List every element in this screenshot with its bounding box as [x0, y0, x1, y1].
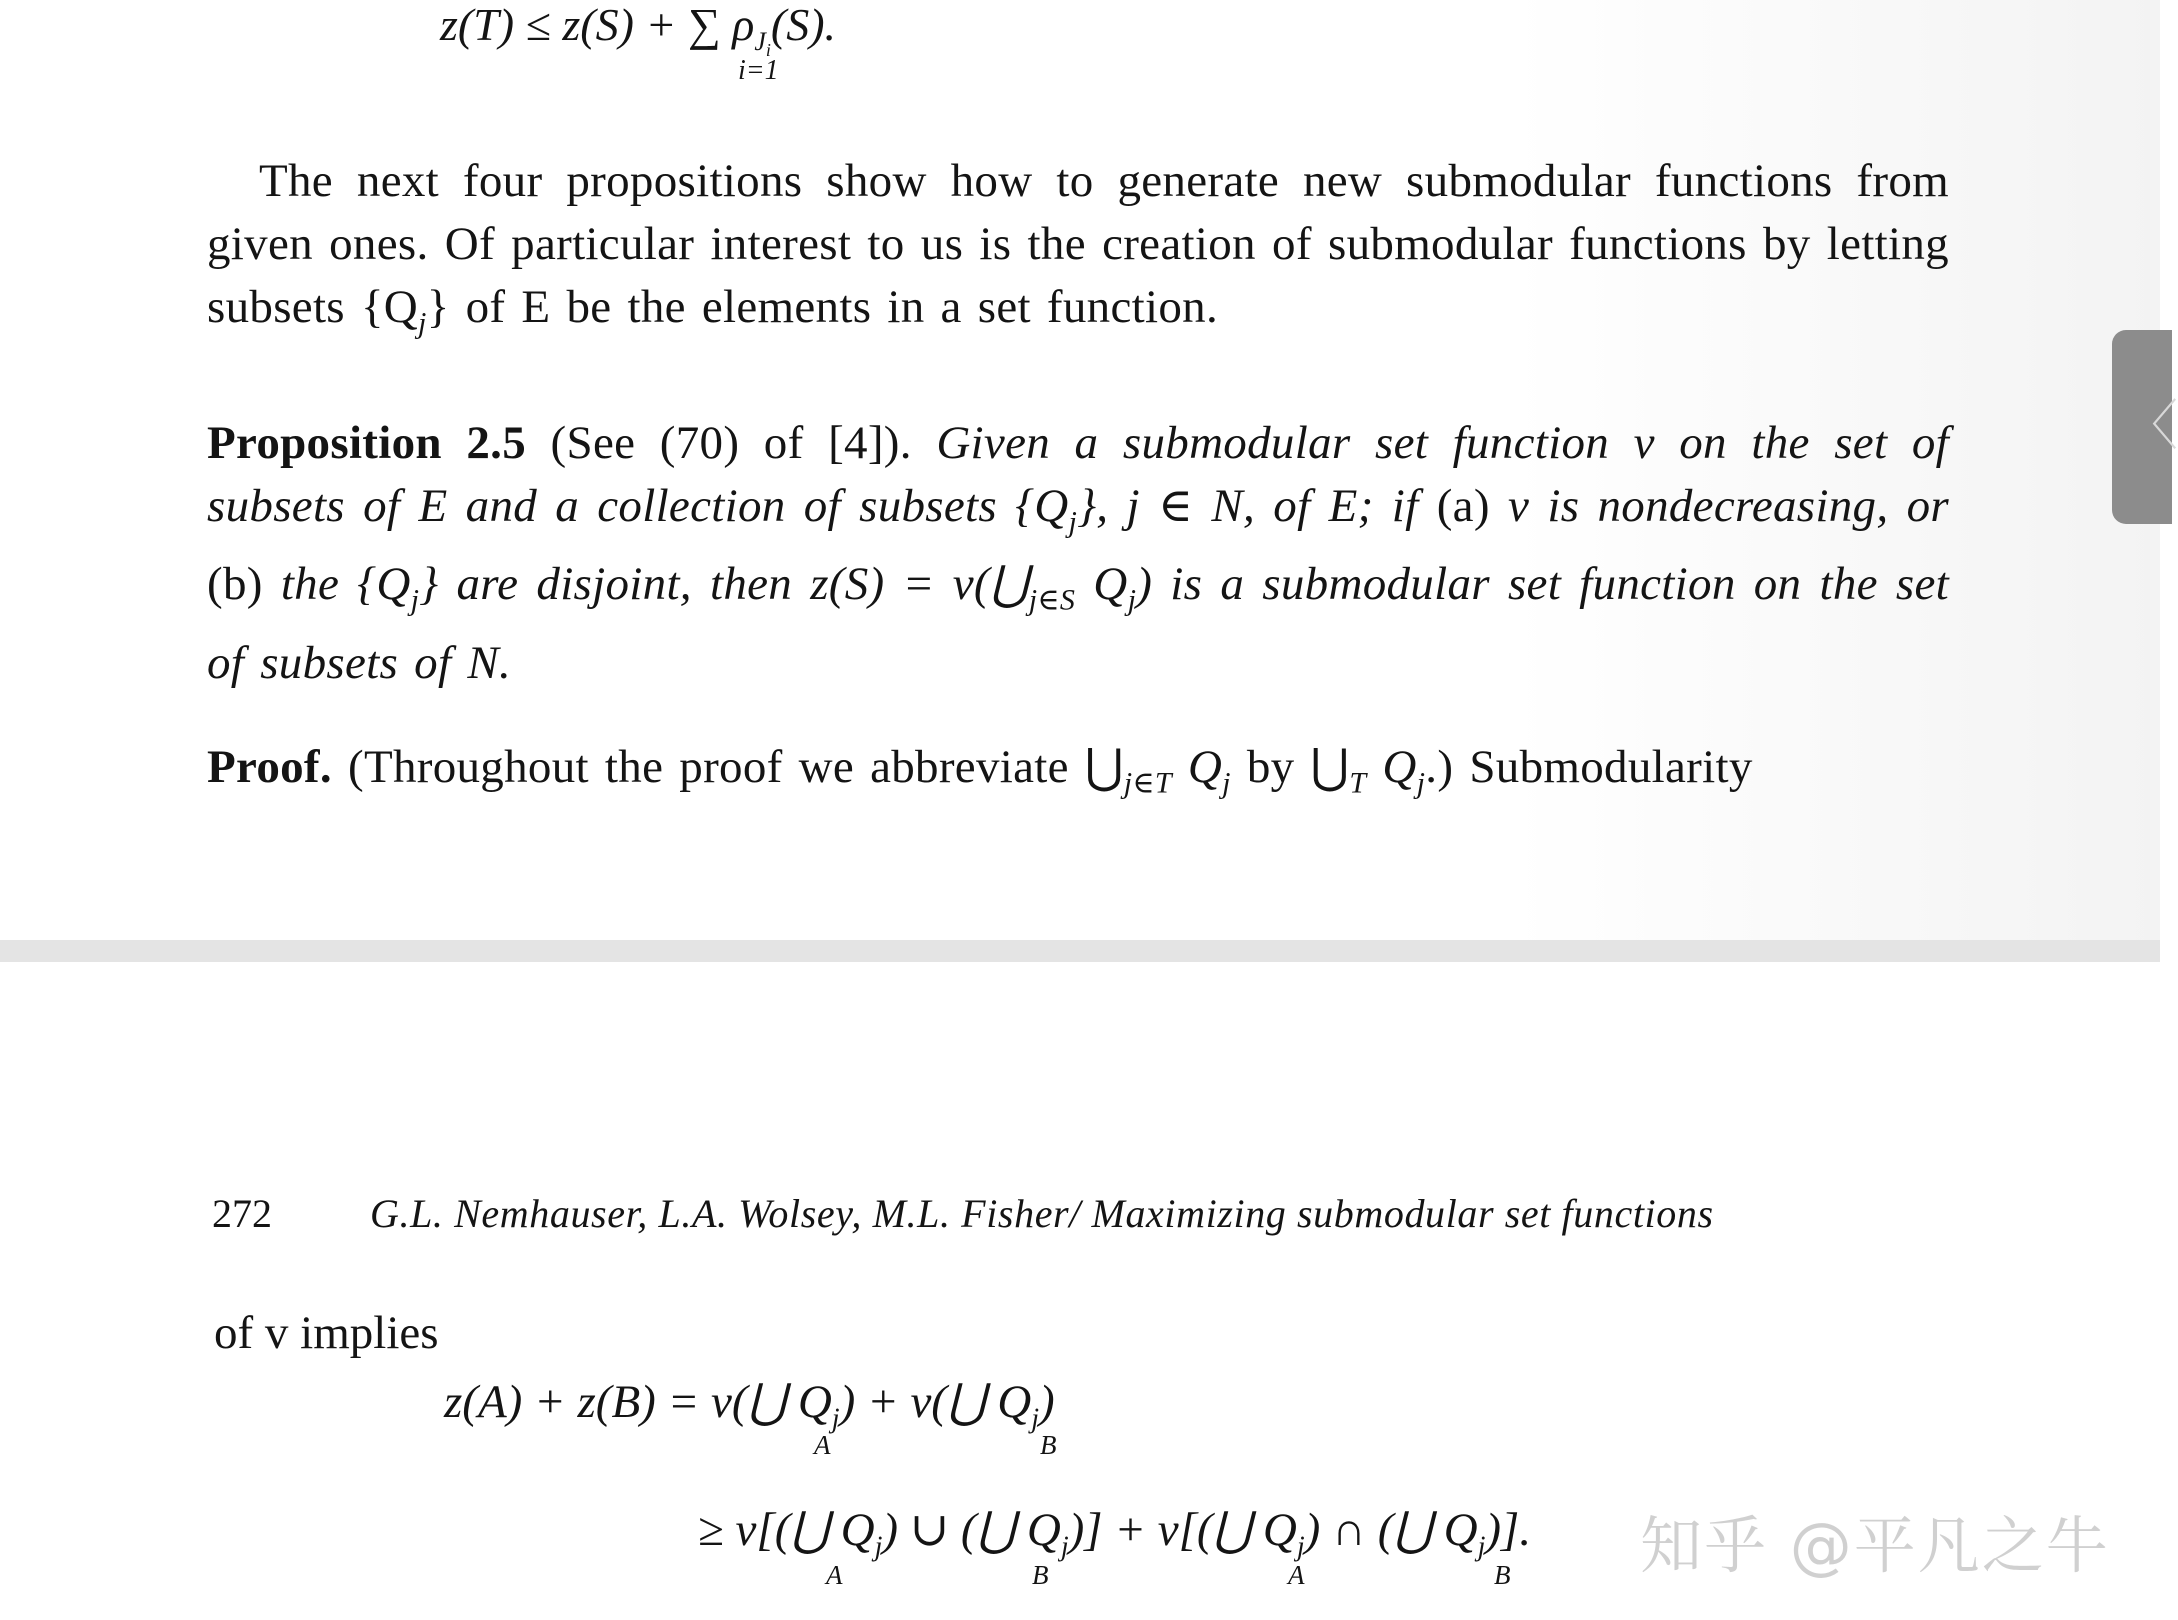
proposition-text-1: Given a submodular set function v on the set of subsets of E and a collection of subsets {Q [207, 417, 1949, 532]
eq2-part-3: )] + v[(⋃ Q [1068, 1504, 1297, 1556]
proposition-text-5: } are disjoint, then z(S) = v(⋃ [419, 558, 1029, 611]
eq1-sub-1: j [831, 1403, 840, 1435]
eq1-part-2: ) + v(⋃ Q [839, 1376, 1032, 1428]
equation-rhs: (S). [770, 0, 837, 50]
page-number: 272 [212, 1191, 272, 1236]
proposition-paragraph [207, 412, 1949, 695]
proposition-sub-5: j∈S [1028, 583, 1076, 617]
proposition-text-6: Q [1075, 558, 1128, 611]
eq2-part-1: ≥ v[(⋃ Q [698, 1504, 875, 1556]
proposition-text-3: v is nondecreasing, or [1489, 480, 1949, 532]
equation-sub-i: i [765, 40, 771, 61]
proof-text-4: Q [1366, 741, 1417, 793]
proof-sub-1: j∈T [1123, 766, 1172, 800]
intro-sub: j [418, 306, 427, 340]
equation-line-2 [698, 1502, 1532, 1590]
proposition-title: Proposition 2.5 [207, 417, 527, 469]
proof-text-2: Q [1171, 741, 1223, 793]
proposition-b: (b) [207, 558, 263, 611]
eq2-sub-1: j [874, 1531, 883, 1563]
side-panel-toggle-button[interactable] [2112, 330, 2178, 524]
equation-lhs: z(T) ≤ z(S) + ∑ ρ [440, 0, 755, 50]
proposition-sub-1: j [1068, 505, 1078, 539]
eq1-part-1: z(A) + z(B) = v(⋃ Q [444, 1376, 832, 1428]
eq2-under-A1: A [826, 1560, 843, 1590]
proof-text-1: (Throughout the proof we abbreviate ⋃ [331, 741, 1124, 793]
intro-tail: } of E be the elements in a set function. [426, 281, 1218, 333]
proof-sub-2: j [1222, 766, 1231, 800]
eq1-under-A: A [814, 1430, 831, 1460]
line-of-v-implies [214, 1306, 439, 1360]
proof-text-3: by ⋃ [1230, 741, 1350, 793]
eq1-sub-2: j [1031, 1403, 1039, 1435]
proposition-ref: (See (70) of [4]). [526, 417, 937, 469]
equation-sub-J: J [754, 27, 766, 57]
intro-text: The next four propositions show how to generate new submodular functions from given ones. Of particular interest to us is the creation of submodular functions by letting subsets {Q [207, 155, 1949, 333]
eq2-sub-2: j [1060, 1531, 1069, 1563]
eq1-under-B: B [1040, 1430, 1057, 1460]
eq2-under-B1: B [1032, 1560, 1049, 1590]
eq2-sub-4: j [1477, 1531, 1486, 1563]
proof-sub-4: j [1416, 766, 1426, 800]
intro-paragraph [207, 150, 1949, 354]
page-divider [0, 940, 2160, 962]
proposition-sub-4: j [410, 583, 420, 617]
proof-paragraph [207, 736, 1949, 814]
proposition-text-7: ) is a submodular set function on the set of subsets of N. [207, 558, 1950, 689]
running-header: G.L. Nemhauser, L.A. Wolsey, M.L. Fisher/ Maximizing submodular set functions [370, 1191, 1714, 1236]
proposition-sub-6: j [1127, 583, 1137, 617]
of-v-implies-text: of v implies [214, 1307, 439, 1359]
equation-line-1 [444, 1374, 1057, 1460]
zhihu-watermark: 知乎 @平凡之牛 [1640, 1509, 2110, 1582]
proof-title: Proof. [207, 741, 332, 793]
proposition-text-2: }, j ∈ N, of E; if [1077, 480, 1437, 532]
proposition-a: (a) [1436, 480, 1490, 532]
eq2-under-B2: B [1494, 1560, 1511, 1590]
chevron-left-icon: 〈 [2124, 394, 2178, 457]
eq2-part-5: )]. [1485, 1504, 1532, 1556]
proof-text-5: .) Submodularity [1425, 741, 1753, 793]
eq1-part-3: ) [1039, 1376, 1055, 1428]
inequality-equation [440, 0, 837, 86]
eq2-under-A2: A [1288, 1560, 1305, 1590]
proof-sub-3: T [1349, 766, 1367, 800]
eq2-sub-3: j [1296, 1531, 1305, 1563]
eq2-part-4: ) ∩ (⋃ Q [1304, 1504, 1478, 1556]
sum-index: i=1 [738, 55, 779, 86]
eq2-part-2: ) ∪ (⋃ Q [882, 1504, 1061, 1556]
proposition-text-4: the {Q [262, 558, 411, 611]
